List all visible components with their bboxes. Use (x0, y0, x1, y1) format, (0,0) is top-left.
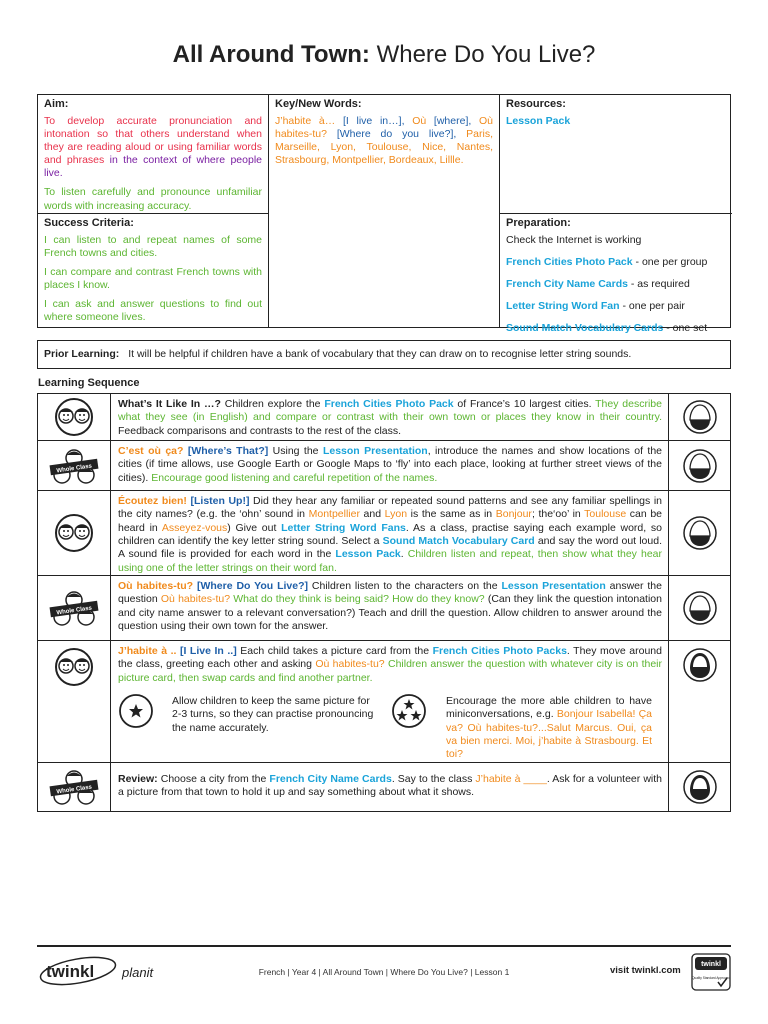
french-question: Où habites-tu? (315, 658, 385, 671)
visit-link[interactable]: visit twinkl.com (610, 965, 681, 976)
step-text-part: . As a class, practise saying each example word, so children can identify the key letter string sound. Select a (118, 521, 662, 547)
preparation-intro: Check the Internet is working (506, 233, 642, 246)
prior-text: It will be helpful if children have a bank of vocabulary that they can draw on to recognise letter string sounds. (128, 348, 632, 360)
title-rest: Where Do You Live? (376, 41, 596, 68)
differentiation-support: Allow children to keep the same picture for 2-3 turns, so they can practise pronouncing the name accurately. (172, 695, 374, 734)
success-item: I can listen to and repeat names of some French towns and cities. (44, 233, 262, 259)
step-assessment-text: Children listen and repeat, then show what they hear using one of the letter strings on their word fan. (118, 548, 663, 574)
french-question: Où habites-tu? (160, 593, 231, 606)
aim-text-2: To listen carefully and pronounce unfamiliar words with increasing accuracy. (44, 186, 262, 212)
egg-timer-icon (668, 394, 730, 440)
preparation-cell (500, 214, 732, 338)
sequence-step-6 (37, 762, 731, 812)
egg-timer-icon (668, 491, 730, 575)
planning-table (37, 94, 731, 335)
whole-class-icon (38, 576, 111, 640)
preparation-item-note: - one set (663, 322, 708, 335)
preparation-item-name: Sound Match Vocabulary Cards (506, 322, 664, 335)
step-title: Où habites-tu? (118, 580, 194, 592)
sequence-step-2 (37, 440, 731, 491)
preparation-item-note: - as required (627, 278, 690, 290)
french-word: Asseyez-vous (161, 521, 228, 534)
step-text-part: Using the (268, 445, 323, 457)
step-text-part: ; the‘oo’ in (531, 508, 585, 521)
preparation-item-name: French City Name Cards (506, 278, 628, 290)
step-text-part: can be heard in (118, 508, 662, 534)
star-icon (118, 693, 154, 733)
keyword-translation: [I live in…], (335, 114, 413, 127)
step-text-part: Children explore the (220, 398, 325, 410)
resources-cell (500, 95, 732, 137)
step-text (118, 645, 662, 685)
step-text-part: and say the word out loud. A sound file is provided for each word in the (118, 534, 662, 561)
step-assessment-text: What do they think is being said? How do they know? (230, 593, 485, 606)
prior-learning (37, 340, 731, 369)
success-item: I can compare and contrast French towns with places I know. (44, 266, 262, 292)
step-text-part: . (400, 548, 408, 561)
keywords-text (275, 115, 493, 168)
step-text-part: . Say to the class (391, 773, 476, 785)
step-text-part: Each child takes a picture card from the (236, 645, 433, 657)
step-text (118, 398, 662, 438)
keywords-heading: Key/New Words: (275, 98, 362, 110)
step-text-part: . They move around the class, greeting each other and asking (118, 645, 662, 671)
sequence-step-5 (37, 640, 731, 763)
success-item: I can ask and answer questions to find out where someone lives. (44, 298, 262, 324)
preparation-item (506, 322, 726, 335)
preparation-item-name: Letter String Word Fan (506, 300, 620, 313)
egg-timer-icon (668, 576, 730, 640)
step-text (118, 495, 662, 575)
footer-text: French | Year 4 | All Around Town | Where Do You Live? | Lesson 1 (258, 967, 510, 977)
keyword-translation: [Where do you live?], (326, 127, 467, 140)
step-text (118, 445, 662, 485)
preparation-item-name: French Cities Photo Pack (506, 255, 633, 268)
resources-heading: Resources: (506, 98, 566, 110)
city-word: Lyon (384, 508, 408, 521)
paired-faces-icon (38, 394, 111, 440)
french-phrase: J’habite à ____ (475, 773, 547, 785)
step-text-part: Choose a city from the (157, 773, 270, 785)
step-text-part: and (359, 508, 385, 521)
challenge-text: Encourage the more able children to have miniconversations, e.g. (446, 695, 652, 721)
aim-cell (38, 95, 268, 222)
resource-link: Letter String Word Fans (281, 521, 406, 534)
step-text-part: is the same as in (407, 508, 496, 521)
step-text-part: ) Give out (227, 521, 282, 534)
egg-timer-icon (668, 641, 730, 762)
step-text-part: Children listen to the characters on the (308, 580, 502, 592)
step-assessment-text: Encourage good listening and careful repetition of the names. (151, 471, 438, 484)
paired-faces-icon (38, 641, 111, 762)
aim-heading: Aim: (44, 98, 69, 110)
resource-item: Lesson Pack (506, 114, 571, 127)
logo-text: twinkl (46, 962, 95, 981)
footer-divider (37, 945, 731, 947)
step-title: What’s It Like In …? (118, 398, 221, 410)
key-words-cell (269, 95, 499, 176)
aim-red: To develop accurate pronunciation and intonation so that others understand when they are reading aloud or using familiar words and phrases (44, 114, 262, 167)
step-text (118, 580, 662, 633)
differentiation-challenge (446, 695, 652, 762)
badge-bottom-text: Quality Standard Approved (691, 976, 731, 980)
egg-timer-icon (668, 763, 730, 811)
step-assessment-text: They describe what they see (in English) and compare or contrast with their own town or places they know in their country. (118, 398, 662, 424)
quality-badge-icon (690, 952, 732, 996)
resource-link: French Cities Photo Packs (432, 645, 567, 657)
paired-faces-icon (38, 491, 111, 575)
resource-link: Sound Match Vocabulary Card (382, 534, 535, 547)
french-word: Bonjour (495, 508, 532, 521)
keyword-translation: [where], (426, 114, 479, 127)
resource-link: Lesson Presentation (322, 445, 428, 457)
step-text-part: Feedback comparisons and contrasts to the rest of the class. (118, 424, 402, 437)
step-assessment-text: Children answer the question with whatever city is on their picture card, then swap cards and find another partner. (118, 658, 662, 684)
resource-link: Lesson Presentation (501, 580, 606, 592)
keyword: Où habites-tu? (275, 114, 494, 140)
french-dialogue: Bonjour Isabella! Ça va? Où habites-tu?...Salut Marcus. Oui, ça va bien merci. Moi, j’habite à Strasbourg. Et toi? (446, 708, 652, 761)
preparation-heading: Preparation: (506, 217, 571, 229)
step-text-part: , introduce the names and show locations of the cities (if time allows, use Google Earth or Google Maps to ‘fly’ into each place, looking at further street views of the cities). (118, 445, 662, 484)
sequence-step-4 (37, 575, 731, 641)
badge-top-text: twinkl (701, 961, 721, 968)
keyword-cities: Paris, Marseille, Lyon, Toulouse, Nice, Nantes, Strasbourg, Montpellier, Bordeaux, Lillle. (275, 127, 493, 167)
learning-sequence-heading: Learning Sequence (38, 377, 140, 389)
step-text-part: (Can they link the question intonation and city name answer to a relevant conversation?) Teach and drill the question. Allow children to answer around the question using their own town for the answer. (118, 593, 662, 632)
step-title: Écoutez bien! (118, 495, 187, 507)
aim-purple-2: people live. (44, 154, 262, 180)
step-text-part: Did they hear any familiar or repeated sound patterns and see any familiar spellings in the city names? (e.g. the ‘ohn’ sound in (118, 495, 662, 521)
whole-class-label: Whole Class (56, 784, 93, 796)
step-title: J’habite à .. (118, 645, 177, 657)
city-word: Toulouse (584, 508, 627, 521)
sequence-step-3 (37, 490, 731, 576)
resource-link: French City Name Cards (269, 773, 392, 785)
planit-text: planit (122, 965, 154, 980)
resource-link: Lesson Pack (335, 548, 401, 561)
whole-class-label: Whole Class (56, 463, 93, 474)
step-text (118, 773, 662, 800)
three-stars-icon (391, 693, 427, 733)
step-title-translation: [Listen Up!] (186, 495, 250, 507)
step-title-translation: [I Live In ..] (176, 645, 237, 657)
page-title (0, 40, 768, 70)
prior-label: Prior Learning: (44, 348, 120, 360)
keyword: J’habite à… (275, 114, 336, 127)
egg-timer-icon (668, 441, 730, 490)
keyword: Où (412, 114, 427, 127)
preparation-item (506, 278, 726, 291)
whole-class-label: Whole Class (56, 605, 93, 617)
step-title-translation: [Where Do You Live?] (193, 580, 309, 592)
whole-class-icon (38, 763, 111, 811)
preparation-item (506, 300, 726, 313)
step-text-part: answer the question (118, 580, 662, 606)
step-title: C’est où ça? (118, 445, 184, 457)
aim-text-1 (44, 115, 262, 181)
preparation-item-note: - one per pair (619, 300, 685, 313)
preparation-item (506, 256, 726, 269)
whole-class-icon (38, 441, 111, 490)
success-criteria-cell (38, 214, 268, 334)
step-title: Review: (118, 773, 158, 785)
title-bold: All Around Town: (172, 41, 370, 68)
aim-purple: in the context of where (104, 154, 226, 167)
sequence-step-1 (37, 393, 731, 441)
resource-link: French Cities Photo Pack (324, 398, 454, 410)
success-heading: Success Criteria: (44, 217, 134, 229)
step-text-part: . Ask for a volunteer with a picture from that town to hold it up and say something about what it shows. (118, 773, 662, 799)
step-title-translation: [Where’s That?] (183, 445, 269, 457)
preparation-item-note: - one per group (632, 255, 708, 268)
step-text-part: of France’s 10 largest cities. (453, 398, 596, 410)
city-word: Montpellier (308, 508, 360, 521)
